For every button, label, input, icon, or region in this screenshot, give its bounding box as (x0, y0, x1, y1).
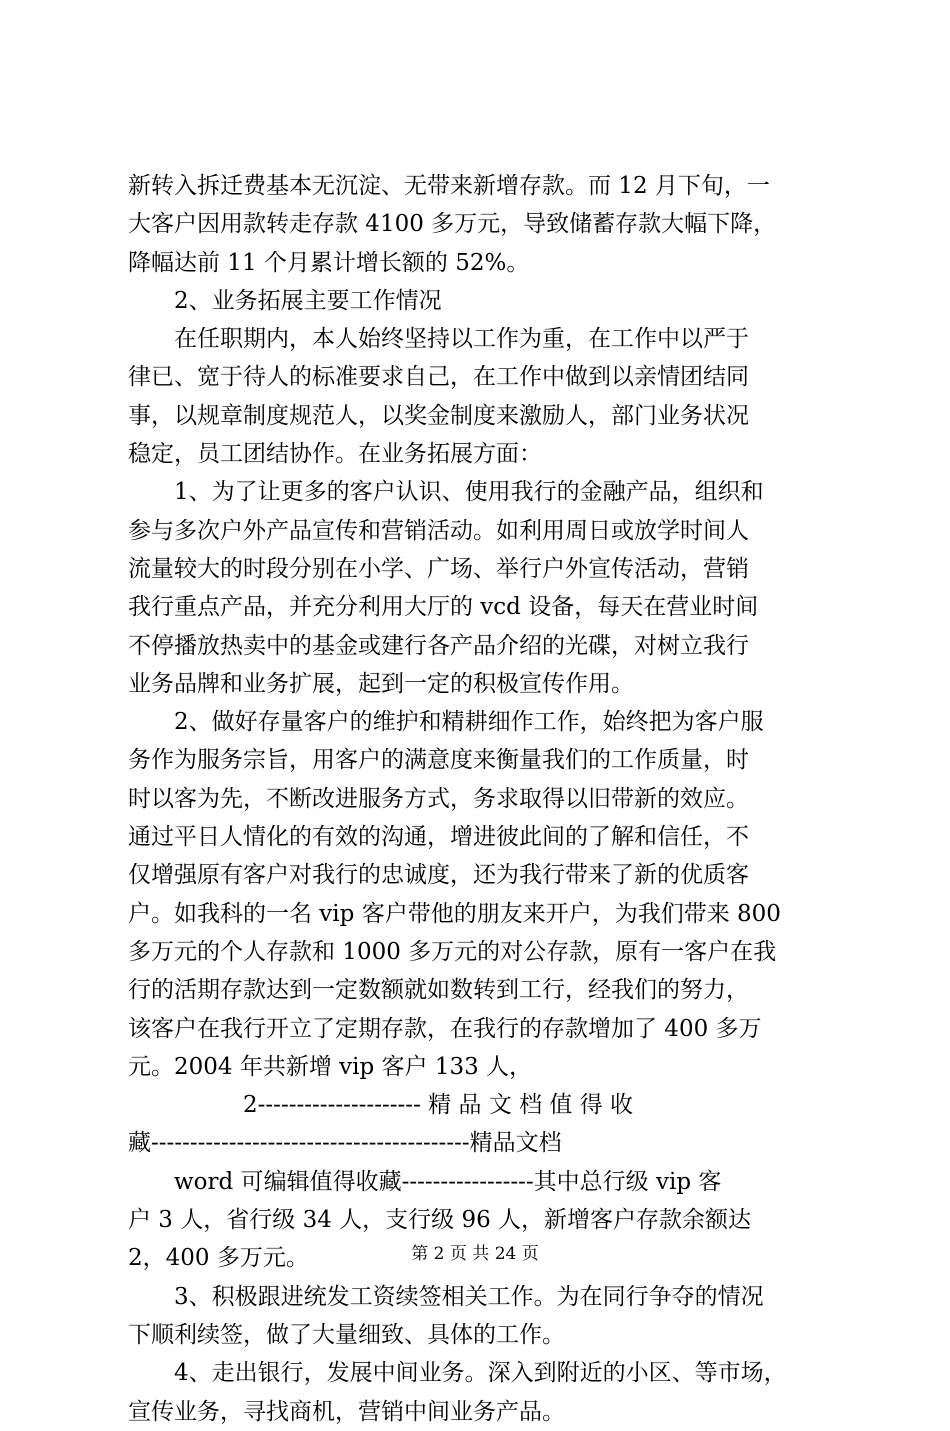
text-line: 元。2004 年共新增 vip 客户 133 人， (128, 1053, 533, 1080)
text-line: 务作为服务宗旨，用客户的满意度来衡量我们的工作质量，时 (128, 747, 749, 774)
text-line: 事，以规章制度规范人，以奖金制度来激励人，部门业务状况 (128, 402, 749, 429)
text-line: 降幅达前 11 个月累计增长额的 52%。 (128, 249, 530, 276)
text-line: 宣传业务，寻找商机，营销中间业务产品。 (128, 1398, 565, 1425)
text-line: 大客户因用款转走存款 4100 多万元，导致储蓄存款大幅下降， (128, 211, 777, 238)
text-line: 我行重点产品，并充分利用大厅的 vcd 设备，每天在营业时间 (128, 594, 759, 621)
text-line: 通过平日人情化的有效的沟通，增进彼此间的了解和信任，不 (128, 824, 749, 851)
text-line: 时以客为先，不断改进服务方式，务求取得以旧带新的效应。 (128, 785, 749, 812)
text-line: 参与多次户外产品宣传和营销活动。如利用周日或放学时间人 (128, 517, 749, 544)
text-line: 仅增强原有客户对我行的忠诚度，还为我行带来了新的优质客 (128, 862, 749, 889)
page-footer: 第 2 页 共 24 页 (411, 1244, 539, 1264)
text-line: 不停播放热卖中的基金或建行各产品介绍的光碟，对树立我行 (128, 632, 749, 659)
text-line: 行的活期存款达到一定数额就如数转到工行，经我们的努力， (128, 977, 749, 1004)
text-line: 流量较大的时段分别在小学、广场、举行户外宣传活动，营销 (128, 555, 749, 582)
text-line: 户。如我科的一名 vip 客户带他的朋友来开户，为我们带来 800 (128, 900, 781, 927)
text-line: 该客户在我行开立了定期存款，在我行的存款增加了 400 多万 (128, 1015, 762, 1042)
text-line: 业务品牌和业务扩展，起到一定的积极宣传作用。 (128, 670, 634, 697)
text-line: 户 3 人，省行级 34 人，支行级 96 人，新增客户存款余额达 (128, 1207, 752, 1234)
text-line: 2--------------------- 精 品 文 档 值 得 收 (128, 1092, 634, 1119)
text-line: 2、做好存量客户的维护和精耕细作工作，始终把为客户服 (128, 709, 764, 736)
text-line: 在任职期内，本人始终坚持以工作为重，在工作中以严于 (128, 326, 749, 353)
text-line: 1、为了让更多的客户认识、使用我行的金融产品，组织和 (128, 479, 764, 506)
text-line: 3、积极跟进统发工资续签相关工作。为在同行争夺的情况 (128, 1283, 764, 1310)
text-line: 2，400 多万元。 (128, 1245, 309, 1272)
text-line: 律已、宽于待人的标准要求自己，在工作中做到以亲情团结同 (128, 364, 749, 391)
text-line: 4、走出银行，发展中间业务。深入到附近的小区、等市场， (128, 1360, 787, 1387)
text-line: word 可编辑值得收藏-----------------其中总行级 vip 客 (128, 1168, 722, 1195)
text-line: 藏-----------------------------------------精品文档 (128, 1130, 562, 1157)
text-line: 多万元的个人存款和 1000 多万元的对公存款，原有一客户在我 (128, 938, 777, 965)
text-line: 下顺利续签，做了大量细致、具体的工作。 (128, 1321, 565, 1348)
text-line: 稳定，员工团结协作。在业务拓展方面： (128, 441, 542, 468)
text-line: 新转入拆迁费基本无沉淀、无带来新增存款。而 12 月下旬，一 (128, 173, 770, 199)
text-line: 2、业务拓展主要工作情况 (128, 287, 442, 314)
